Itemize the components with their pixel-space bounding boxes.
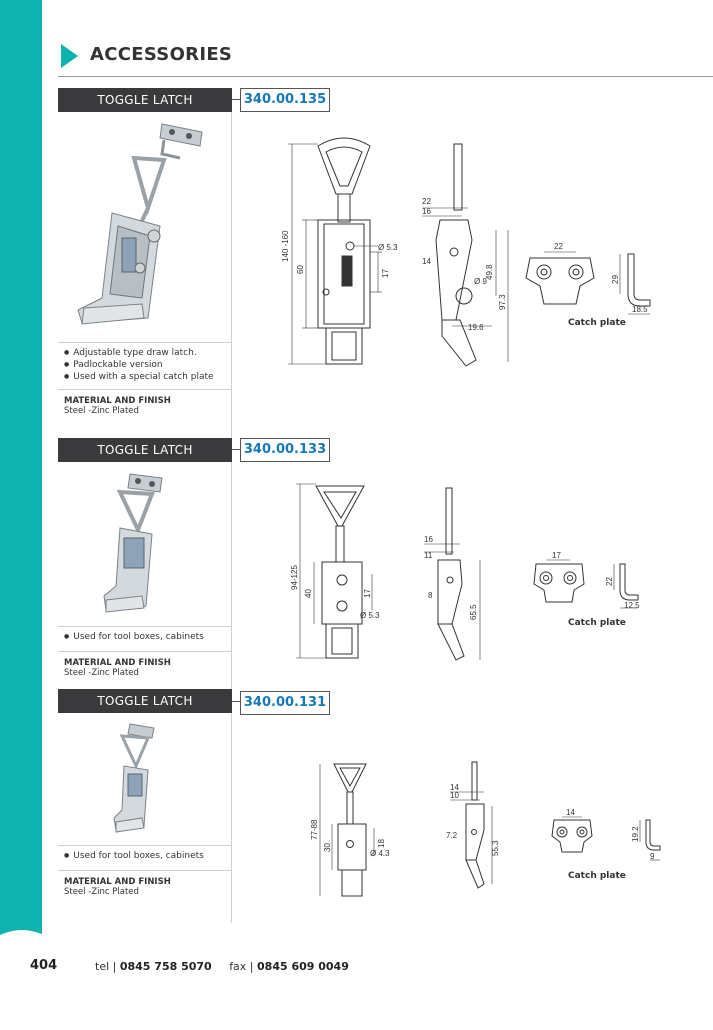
dim-catch-w: 22 <box>554 242 563 251</box>
feature-item: ● Padlockable version <box>64 359 232 371</box>
dim-overall: 94-125 <box>290 565 299 590</box>
dim-catch-w: 17 <box>552 551 561 560</box>
dim-top2: 16 <box>422 207 431 216</box>
dim-height: 60 <box>296 265 305 274</box>
dim-overall: 77-88 <box>310 819 319 840</box>
page-number-bubble <box>0 930 72 1030</box>
dim-slot: 17 <box>381 269 390 278</box>
dim-hole: Ø 4.3 <box>370 849 390 858</box>
catch-plate-drawing <box>520 238 660 318</box>
dim-catch-h: 22 <box>605 577 614 586</box>
toggle-latch-photo <box>90 468 180 623</box>
feature-list-box <box>58 342 232 389</box>
front-view-drawing <box>278 132 408 372</box>
header-divider <box>58 76 713 77</box>
header-triangle-icon <box>61 44 78 68</box>
feature-item: ● Used for tool boxes, cabinets <box>64 631 232 643</box>
product-code: 340.00.135 <box>240 88 330 112</box>
catch-plate-label: Catch plate <box>568 318 626 328</box>
toggle-latch-photo <box>104 720 168 838</box>
dim-top2: 11 <box>424 551 433 560</box>
dim-catch-d: 9 <box>650 852 655 861</box>
code-connector <box>232 99 240 100</box>
column-divider <box>231 88 232 923</box>
dim-hole: Ø 5.3 <box>360 611 380 620</box>
material-title: MATERIAL AND FINISH <box>64 877 171 887</box>
feature-item: ● Adjustable type draw latch. <box>64 347 232 359</box>
dim-catch-d: 18.5 <box>632 305 648 314</box>
feature-item: ● Used with a special catch plate <box>64 371 232 383</box>
material-value: Steel -Zinc Plated <box>64 668 139 678</box>
material-box <box>58 651 232 678</box>
side-view-drawing <box>420 484 490 664</box>
material-box <box>58 870 232 897</box>
catch-plate-label: Catch plate <box>568 618 626 628</box>
side-accent-bar <box>0 0 42 1000</box>
dim-top2: 10 <box>450 791 459 800</box>
material-title: MATERIAL AND FINISH <box>64 658 171 668</box>
product-label: TOGGLE LATCH <box>58 689 232 713</box>
dim-slot: 17 <box>363 589 372 598</box>
material-title: MATERIAL AND FINISH <box>64 396 171 406</box>
front-view-drawing <box>310 760 400 900</box>
fax-number: 0845 609 0049 <box>257 960 349 973</box>
catch-plate-drawing <box>528 550 648 614</box>
product-label: TOGGLE LATCH <box>58 438 232 462</box>
dim-top1: 14 <box>450 783 459 792</box>
dim-catch-h: 19.2 <box>631 826 640 842</box>
toggle-latch-photo <box>62 118 212 338</box>
dim-side-h1: 49.8 <box>485 264 494 280</box>
dim-side1: 8 <box>428 591 433 600</box>
dim-side-h2: 97.3 <box>498 294 507 310</box>
dim-side1: 14 <box>422 257 431 266</box>
dim-slot: 18 <box>377 839 386 848</box>
material-value: Steel -Zinc Plated <box>64 887 139 897</box>
code-connector <box>232 701 240 702</box>
dim-side-h: 65.5 <box>469 604 478 620</box>
fax-label: fax | <box>229 960 254 973</box>
dim-height: 40 <box>304 589 313 598</box>
page-title: ACCESSORIES <box>90 44 233 65</box>
feature-list-box <box>58 845 232 870</box>
dim-side-w: 19.6 <box>468 323 484 332</box>
feature-item: ● Used for tool boxes, cabinets <box>64 850 232 862</box>
dim-overall: 140 -160 <box>281 230 290 262</box>
dim-catch-h: 29 <box>611 275 620 284</box>
product-code: 340.00.133 <box>240 438 330 462</box>
material-value: Steel -Zinc Plated <box>64 406 139 416</box>
front-view-drawing <box>286 480 396 665</box>
dim-catch-w: 14 <box>566 808 575 817</box>
dim-side1: 7.2 <box>446 831 458 840</box>
side-view-drawing <box>440 760 500 900</box>
tel-label: tel | <box>95 960 117 973</box>
page-number: 404 <box>30 958 58 973</box>
code-connector <box>232 449 240 450</box>
dim-height: 30 <box>323 843 332 852</box>
dim-side-hole: Ø 9 <box>474 277 487 286</box>
side-view-drawing <box>412 140 512 370</box>
catch-plate-label: Catch plate <box>568 871 626 881</box>
footer-contact <box>95 960 349 973</box>
product-code: 340.00.131 <box>240 691 330 715</box>
dim-catch-d: 12.5 <box>624 601 640 610</box>
dim-side-h: 55.3 <box>491 840 500 856</box>
product-label: TOGGLE LATCH <box>58 88 232 112</box>
material-box <box>58 389 232 416</box>
dim-top1: 16 <box>424 535 433 544</box>
catch-plate-drawing <box>540 808 670 868</box>
feature-list-box <box>58 626 232 651</box>
dim-hole: Ø 5.3 <box>378 243 398 252</box>
tel-number: 0845 758 5070 <box>119 960 212 973</box>
dim-top1: 22 <box>422 197 431 206</box>
